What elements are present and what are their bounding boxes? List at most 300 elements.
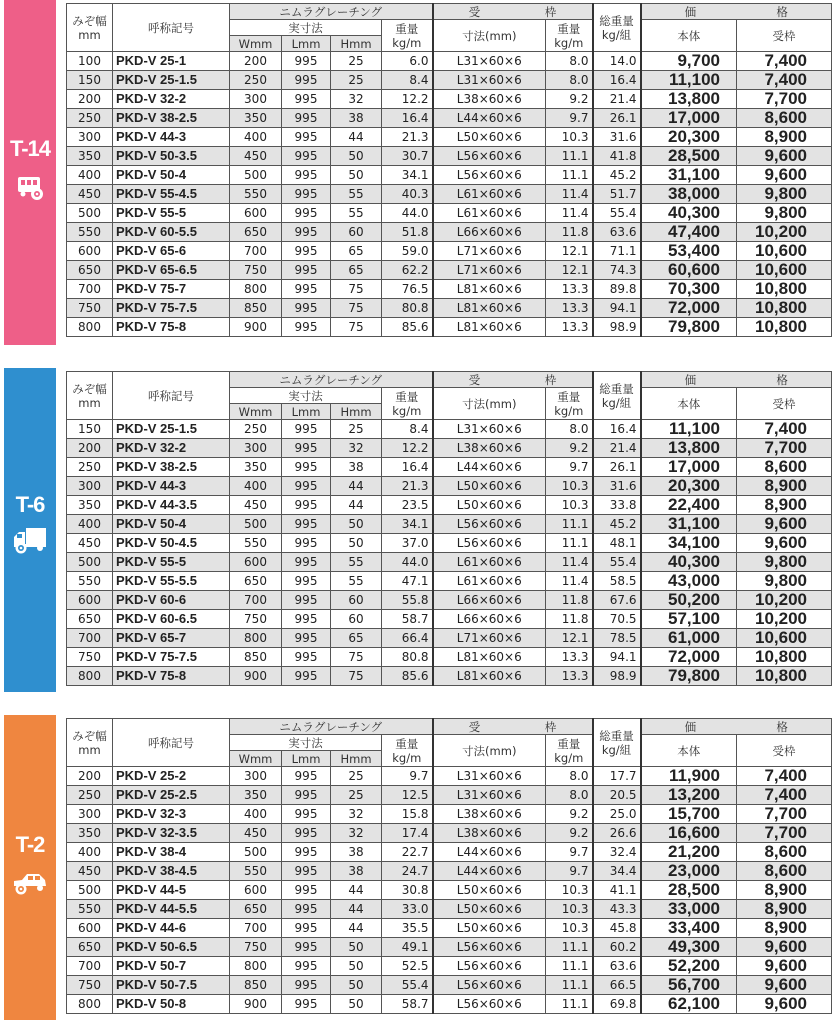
height-mm: 44 <box>331 477 382 496</box>
frame-left-char: 受 <box>468 372 481 387</box>
price-left-char: 価 <box>684 372 697 387</box>
model-code: PKD-V 65-6 <box>113 242 230 261</box>
col-header-code: 呼称記号 <box>113 372 230 420</box>
length-mm: 995 <box>282 919 331 938</box>
length-mm: 995 <box>282 185 331 204</box>
price-body: 13,200 <box>641 786 737 805</box>
length-mm: 995 <box>282 648 331 667</box>
price-frame: 8,900 <box>737 900 832 919</box>
header-fweight-label: 重量 <box>557 736 581 751</box>
price-frame: 8,600 <box>737 458 832 477</box>
class-band <box>4 368 56 692</box>
table-row <box>67 767 832 786</box>
price-frame: 7,400 <box>737 71 832 90</box>
grating-weight: 8.4 <box>382 71 433 90</box>
height-mm: 44 <box>331 900 382 919</box>
width-mm: 350 <box>230 786 282 805</box>
length-mm: 995 <box>282 667 331 686</box>
groove-width: 450 <box>67 185 113 204</box>
table-row <box>67 71 832 90</box>
model-code: PKD-V 44-3 <box>113 128 230 147</box>
height-mm: 75 <box>331 648 382 667</box>
model-code: PKD-V 32-2 <box>113 439 230 458</box>
class-band <box>4 715 56 1020</box>
table-row <box>67 496 832 515</box>
length-mm: 995 <box>282 90 331 109</box>
groove-width: 700 <box>67 280 113 299</box>
table-row <box>67 648 832 667</box>
width-mm: 300 <box>230 439 282 458</box>
model-code: PKD-V 38-2.5 <box>113 458 230 477</box>
groove-width: 250 <box>67 109 113 128</box>
table-row <box>67 881 832 900</box>
length-mm: 995 <box>282 572 331 591</box>
header-weight-unit: kg/m <box>392 750 422 765</box>
frame-dimension: L71×60×6 <box>433 629 546 648</box>
frame-dimension: L50×60×6 <box>433 919 546 938</box>
groove-width: 550 <box>67 900 113 919</box>
table-row <box>67 534 832 553</box>
model-code: PKD-V 75-7.5 <box>113 299 230 318</box>
grating-weight: 30.7 <box>382 147 433 166</box>
total-weight: 41.8 <box>593 147 641 166</box>
frame-dimension: L81×60×6 <box>433 280 546 299</box>
table-row <box>67 843 832 862</box>
grating-weight: 33.0 <box>382 900 433 919</box>
price-body: 47,400 <box>641 223 737 242</box>
frame-dimension: L38×60×6 <box>433 824 546 843</box>
frame-dimension: L31×60×6 <box>433 52 546 71</box>
total-weight: 98.9 <box>593 667 641 686</box>
grating-weight: 62.2 <box>382 261 433 280</box>
frame-dimension: L44×60×6 <box>433 843 546 862</box>
height-mm: 50 <box>331 938 382 957</box>
price-frame: 10,800 <box>737 299 832 318</box>
price-body: 72,000 <box>641 299 737 318</box>
col-header-frame-weight <box>546 20 593 52</box>
width-mm: 650 <box>230 223 282 242</box>
price-frame: 10,200 <box>737 223 832 242</box>
width-mm: 400 <box>230 805 282 824</box>
groove-width: 750 <box>67 976 113 995</box>
col-header-width <box>67 719 113 767</box>
load-class-label: T-6 <box>15 492 45 517</box>
groove-width: 600 <box>67 919 113 938</box>
col-header-body: 本体 <box>641 388 737 420</box>
height-mm: 75 <box>331 299 382 318</box>
frame-dimension: L31×60×6 <box>433 767 546 786</box>
length-mm: 995 <box>282 938 331 957</box>
table-row <box>67 90 832 109</box>
price-body: 21,200 <box>641 843 737 862</box>
height-mm: 50 <box>331 976 382 995</box>
price-body: 11,100 <box>641 71 737 90</box>
col-header-h: Hmm <box>331 404 382 420</box>
header-total-label: 総重量 <box>599 728 634 743</box>
groove-width: 500 <box>67 881 113 900</box>
model-code: PKD-V 60-5.5 <box>113 223 230 242</box>
table-row <box>67 280 832 299</box>
total-weight: 45.2 <box>593 166 641 185</box>
model-code: PKD-V 55-5 <box>113 553 230 572</box>
frame-weight: 10.3 <box>546 128 593 147</box>
section-t2 <box>0 715 833 1020</box>
frame-weight: 11.4 <box>546 553 593 572</box>
table-row <box>67 318 832 337</box>
height-mm: 50 <box>331 147 382 166</box>
price-frame: 7,700 <box>737 90 832 109</box>
height-mm: 32 <box>331 824 382 843</box>
frame-dimension: L56×60×6 <box>433 147 546 166</box>
col-header-l: Lmm <box>282 404 331 420</box>
frame-weight: 11.4 <box>546 204 593 223</box>
width-mm: 450 <box>230 824 282 843</box>
col-header-weight <box>382 20 433 52</box>
groove-width: 400 <box>67 515 113 534</box>
table-row <box>67 629 832 648</box>
price-frame: 9,600 <box>737 957 832 976</box>
height-mm: 75 <box>331 280 382 299</box>
grating-weight: 24.7 <box>382 862 433 881</box>
width-mm: 300 <box>230 90 282 109</box>
height-mm: 32 <box>331 90 382 109</box>
frame-dimension: L81×60×6 <box>433 648 546 667</box>
width-mm: 550 <box>230 185 282 204</box>
groove-width: 200 <box>67 90 113 109</box>
width-mm: 800 <box>230 280 282 299</box>
col-header-dimension: 寸法(mm) <box>433 735 546 767</box>
frame-dimension: L61×60×6 <box>433 553 546 572</box>
col-header-actual: 実寸法 <box>230 735 382 751</box>
col-header-total <box>593 372 641 420</box>
price-body: 61,000 <box>641 629 737 648</box>
frame-dimension: L66×60×6 <box>433 610 546 629</box>
frame-dimension: L44×60×6 <box>433 109 546 128</box>
price-frame: 9,600 <box>737 976 832 995</box>
frame-dimension: L31×60×6 <box>433 420 546 439</box>
grating-weight: 17.4 <box>382 824 433 843</box>
total-weight: 31.6 <box>593 128 641 147</box>
header-total-label: 総重量 <box>599 13 634 28</box>
length-mm: 995 <box>282 824 331 843</box>
height-mm: 75 <box>331 318 382 337</box>
groove-width: 650 <box>67 610 113 629</box>
price-frame: 7,400 <box>737 52 832 71</box>
header-fweight-unit: kg/m <box>554 403 584 418</box>
total-weight: 78.5 <box>593 629 641 648</box>
groove-width: 450 <box>67 534 113 553</box>
length-mm: 995 <box>282 439 331 458</box>
col-header-dimension: 寸法(mm) <box>433 388 546 420</box>
model-code: PKD-V 65-6.5 <box>113 261 230 280</box>
length-mm: 995 <box>282 496 331 515</box>
total-weight: 32.4 <box>593 843 641 862</box>
length-mm: 995 <box>282 223 331 242</box>
grating-weight: 12.5 <box>382 786 433 805</box>
price-frame: 9,800 <box>737 185 832 204</box>
frame-dimension: L81×60×6 <box>433 667 546 686</box>
col-header-frame-price: 受枠 <box>737 388 832 420</box>
width-mm: 850 <box>230 648 282 667</box>
grating-weight: 30.8 <box>382 881 433 900</box>
width-mm: 850 <box>230 299 282 318</box>
col-header-actual: 実寸法 <box>230 388 382 404</box>
width-mm: 650 <box>230 900 282 919</box>
table-row <box>67 420 832 439</box>
frame-weight: 12.1 <box>546 629 593 648</box>
groove-width: 600 <box>67 591 113 610</box>
frame-dimension: L56×60×6 <box>433 995 546 1014</box>
width-mm: 700 <box>230 919 282 938</box>
grating-weight: 21.3 <box>382 128 433 147</box>
width-mm: 900 <box>230 995 282 1014</box>
width-mm: 250 <box>230 420 282 439</box>
model-code: PKD-V 44-3 <box>113 477 230 496</box>
frame-dimension: L38×60×6 <box>433 90 546 109</box>
model-code: PKD-V 44-5 <box>113 881 230 900</box>
total-weight: 58.5 <box>593 572 641 591</box>
frame-dimension: L38×60×6 <box>433 805 546 824</box>
grating-weight: 52.5 <box>382 957 433 976</box>
price-body: 50,200 <box>641 591 737 610</box>
table-row <box>67 242 832 261</box>
height-mm: 25 <box>331 786 382 805</box>
total-weight: 89.8 <box>593 280 641 299</box>
price-body: 11,100 <box>641 420 737 439</box>
frame-weight: 9.2 <box>546 90 593 109</box>
price-frame: 7,700 <box>737 805 832 824</box>
price-frame: 10,800 <box>737 648 832 667</box>
grating-weight: 12.2 <box>382 90 433 109</box>
height-mm: 25 <box>331 420 382 439</box>
total-weight: 98.9 <box>593 318 641 337</box>
model-code: PKD-V 75-8 <box>113 318 230 337</box>
groove-width: 650 <box>67 261 113 280</box>
price-body: 22,400 <box>641 496 737 515</box>
price-body: 38,000 <box>641 185 737 204</box>
total-weight: 34.4 <box>593 862 641 881</box>
section-t14 <box>0 0 833 345</box>
length-mm: 995 <box>282 147 331 166</box>
frame-weight: 11.1 <box>546 147 593 166</box>
header-total-unit: kg/組 <box>601 27 632 42</box>
groove-width: 400 <box>67 843 113 862</box>
groove-width: 150 <box>67 420 113 439</box>
frame-weight: 8.0 <box>546 420 593 439</box>
frame-weight: 13.3 <box>546 280 593 299</box>
height-mm: 75 <box>331 667 382 686</box>
model-code: PKD-V 50-8 <box>113 995 230 1014</box>
height-mm: 32 <box>331 805 382 824</box>
price-frame: 8,900 <box>737 881 832 900</box>
price-body: 57,100 <box>641 610 737 629</box>
frame-weight: 11.1 <box>546 995 593 1014</box>
grating-weight: 16.4 <box>382 109 433 128</box>
table-row <box>67 204 832 223</box>
price-body: 16,600 <box>641 824 737 843</box>
total-weight: 74.3 <box>593 261 641 280</box>
model-code: PKD-V 50-7 <box>113 957 230 976</box>
price-frame: 7,400 <box>737 420 832 439</box>
price-body: 34,100 <box>641 534 737 553</box>
total-weight: 43.3 <box>593 900 641 919</box>
width-mm: 600 <box>230 204 282 223</box>
total-weight: 94.1 <box>593 299 641 318</box>
price-body: 11,900 <box>641 767 737 786</box>
price-body: 17,000 <box>641 458 737 477</box>
grating-weight: 44.0 <box>382 204 433 223</box>
frame-weight: 9.7 <box>546 458 593 477</box>
height-mm: 44 <box>331 919 382 938</box>
frame-weight: 8.0 <box>546 767 593 786</box>
col-header-weight <box>382 735 433 767</box>
height-mm: 25 <box>331 71 382 90</box>
model-code: PKD-V 50-4.5 <box>113 534 230 553</box>
width-mm: 200 <box>230 52 282 71</box>
price-body: 40,300 <box>641 553 737 572</box>
total-weight: 16.4 <box>593 420 641 439</box>
frame-dimension: L50×60×6 <box>433 128 546 147</box>
frame-weight: 11.4 <box>546 185 593 204</box>
frame-right-char: 枠 <box>544 719 557 734</box>
col-header-frame-price: 受枠 <box>737 735 832 767</box>
price-body: 60,600 <box>641 261 737 280</box>
width-mm: 300 <box>230 767 282 786</box>
price-frame: 7,400 <box>737 786 832 805</box>
length-mm: 995 <box>282 318 331 337</box>
groove-width: 250 <box>67 458 113 477</box>
grating-weight: 58.7 <box>382 610 433 629</box>
price-body: 79,800 <box>641 318 737 337</box>
frame-weight: 13.3 <box>546 667 593 686</box>
col-header-total <box>593 719 641 767</box>
total-weight: 26.1 <box>593 458 641 477</box>
groove-width: 350 <box>67 824 113 843</box>
price-body: 28,500 <box>641 147 737 166</box>
total-weight: 70.5 <box>593 610 641 629</box>
length-mm: 995 <box>282 242 331 261</box>
total-weight: 71.1 <box>593 242 641 261</box>
total-weight: 26.1 <box>593 109 641 128</box>
frame-dimension: L31×60×6 <box>433 71 546 90</box>
height-mm: 60 <box>331 591 382 610</box>
height-mm: 25 <box>331 767 382 786</box>
length-mm: 995 <box>282 995 331 1014</box>
length-mm: 995 <box>282 629 331 648</box>
width-mm: 650 <box>230 572 282 591</box>
length-mm: 995 <box>282 299 331 318</box>
grating-weight: 23.5 <box>382 496 433 515</box>
grating-weight: 80.8 <box>382 648 433 667</box>
table-row <box>67 515 832 534</box>
price-right-char: 格 <box>776 719 788 734</box>
price-frame: 9,600 <box>737 995 832 1014</box>
grating-weight: 76.5 <box>382 280 433 299</box>
height-mm: 50 <box>331 957 382 976</box>
grating-weight: 49.1 <box>382 938 433 957</box>
height-mm: 50 <box>331 995 382 1014</box>
price-body: 79,800 <box>641 667 737 686</box>
width-mm: 750 <box>230 261 282 280</box>
height-mm: 38 <box>331 862 382 881</box>
length-mm: 995 <box>282 109 331 128</box>
total-weight: 21.4 <box>593 439 641 458</box>
price-frame: 8,900 <box>737 477 832 496</box>
height-mm: 65 <box>331 261 382 280</box>
groove-width: 350 <box>67 496 113 515</box>
width-mm: 900 <box>230 318 282 337</box>
frame-weight: 9.2 <box>546 439 593 458</box>
header-weight-unit: kg/m <box>392 403 422 418</box>
total-weight: 63.6 <box>593 957 641 976</box>
header-width-unit: mm <box>78 395 101 410</box>
total-weight: 51.7 <box>593 185 641 204</box>
table-row <box>67 824 832 843</box>
length-mm: 995 <box>282 881 331 900</box>
frame-weight: 11.1 <box>546 515 593 534</box>
price-body: 62,100 <box>641 995 737 1014</box>
frame-weight: 11.1 <box>546 534 593 553</box>
frame-weight: 8.0 <box>546 71 593 90</box>
length-mm: 995 <box>282 610 331 629</box>
price-left-char: 価 <box>684 4 697 19</box>
groove-width: 350 <box>67 147 113 166</box>
height-mm: 25 <box>331 52 382 71</box>
grating-weight: 9.7 <box>382 767 433 786</box>
price-frame: 10,200 <box>737 610 832 629</box>
groove-width: 200 <box>67 767 113 786</box>
frame-dimension: L50×60×6 <box>433 496 546 515</box>
height-mm: 44 <box>331 128 382 147</box>
grating-weight: 6.0 <box>382 52 433 71</box>
col-header-grating: ニムラグレーチング <box>230 4 433 20</box>
groove-width: 500 <box>67 553 113 572</box>
table-row <box>67 439 832 458</box>
frame-weight: 8.0 <box>546 786 593 805</box>
col-header-body: 本体 <box>641 20 737 52</box>
model-code: PKD-V 32-3.5 <box>113 824 230 843</box>
price-frame: 8,900 <box>737 496 832 515</box>
price-frame: 9,600 <box>737 166 832 185</box>
length-mm: 995 <box>282 420 331 439</box>
frame-dimension: L44×60×6 <box>433 458 546 477</box>
grating-weight: 66.4 <box>382 629 433 648</box>
frame-weight: 11.1 <box>546 166 593 185</box>
col-header-code: 呼称記号 <box>113 719 230 767</box>
length-mm: 995 <box>282 204 331 223</box>
frame-weight: 11.1 <box>546 976 593 995</box>
price-frame: 7,400 <box>737 767 832 786</box>
price-body: 17,000 <box>641 109 737 128</box>
grating-weight: 80.8 <box>382 299 433 318</box>
price-right-char: 格 <box>776 4 788 19</box>
model-code: PKD-V 50-3.5 <box>113 147 230 166</box>
price-frame: 8,600 <box>737 109 832 128</box>
groove-width: 300 <box>67 477 113 496</box>
table-row <box>67 805 832 824</box>
table-row <box>67 862 832 881</box>
price-frame: 10,600 <box>737 261 832 280</box>
model-code: PKD-V 25-1.5 <box>113 71 230 90</box>
groove-width: 550 <box>67 572 113 591</box>
groove-width: 150 <box>67 71 113 90</box>
groove-width: 250 <box>67 786 113 805</box>
model-code: PKD-V 25-2.5 <box>113 786 230 805</box>
model-code: PKD-V 50-7.5 <box>113 976 230 995</box>
model-code: PKD-V 60-6 <box>113 591 230 610</box>
header-width-label: みぞ幅 <box>72 381 107 396</box>
height-mm: 38 <box>331 458 382 477</box>
